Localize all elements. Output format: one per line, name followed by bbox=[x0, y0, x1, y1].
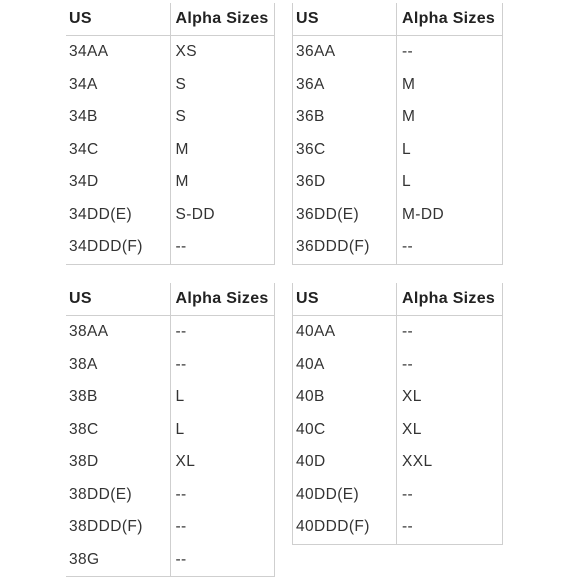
alpha-size-cell: -- bbox=[397, 479, 503, 512]
table-row bbox=[66, 36, 275, 69]
table-row bbox=[293, 134, 503, 167]
table-row bbox=[66, 381, 275, 414]
us-size-cell: 34C bbox=[69, 140, 99, 158]
header-row bbox=[66, 3, 275, 36]
us-size-cell: 40B bbox=[296, 388, 325, 406]
alpha-size-cell: -- bbox=[397, 316, 503, 349]
table-row bbox=[293, 231, 503, 264]
us-size-cell: 34A bbox=[69, 75, 98, 93]
us-size-cell: 36AA bbox=[296, 43, 336, 61]
us-size-cell: 34AA bbox=[69, 43, 109, 61]
us-size-cell: 38DD(E) bbox=[69, 485, 133, 503]
alpha-size-cell: -- bbox=[397, 36, 503, 69]
table-row bbox=[293, 511, 503, 544]
us-size-cell: 40C bbox=[296, 420, 326, 438]
alpha-sizes-column-header: Alpha Sizes bbox=[397, 3, 503, 36]
alpha-size-cell: -- bbox=[170, 511, 275, 544]
table-row bbox=[66, 511, 275, 544]
alpha-size-cell: XL bbox=[397, 414, 503, 447]
us-column-header: US bbox=[293, 3, 397, 36]
us-column-header: US bbox=[293, 283, 397, 316]
us-size-cell: 38B bbox=[69, 388, 98, 406]
table-row bbox=[293, 166, 503, 199]
size-table-40 bbox=[292, 283, 503, 545]
header-row bbox=[293, 283, 503, 316]
alpha-size-cell: -- bbox=[170, 479, 275, 512]
table-row bbox=[66, 446, 275, 479]
us-column-header: US bbox=[66, 283, 170, 316]
us-size-cell: 38G bbox=[69, 550, 100, 568]
table-row bbox=[293, 446, 503, 479]
table-row bbox=[66, 316, 275, 349]
table-row bbox=[66, 231, 275, 264]
us-size-cell: 38A bbox=[69, 355, 98, 373]
us-size-cell: 38AA bbox=[69, 323, 109, 341]
alpha-size-cell: M bbox=[397, 69, 503, 102]
alpha-size-cell: -- bbox=[170, 231, 275, 264]
alpha-size-cell: S-DD bbox=[170, 199, 275, 232]
alpha-size-cell: M-DD bbox=[397, 199, 503, 232]
us-size-cell: 38DDD(F) bbox=[69, 518, 143, 536]
alpha-size-cell: L bbox=[397, 134, 503, 167]
alpha-size-cell: XXL bbox=[397, 446, 503, 479]
alpha-size-cell: -- bbox=[170, 316, 275, 349]
alpha-sizes-column-header: Alpha Sizes bbox=[170, 283, 275, 316]
alpha-size-cell: M bbox=[170, 166, 275, 199]
table-row bbox=[66, 166, 275, 199]
header-row bbox=[66, 283, 275, 316]
us-size-cell: 40D bbox=[296, 453, 326, 471]
table-row bbox=[293, 414, 503, 447]
table-row bbox=[293, 381, 503, 414]
table-row bbox=[293, 199, 503, 232]
alpha-size-cell: L bbox=[170, 381, 275, 414]
alpha-size-cell: M bbox=[170, 134, 275, 167]
us-size-cell: 38C bbox=[69, 420, 99, 438]
us-size-cell: 40DD(E) bbox=[296, 485, 360, 503]
us-size-cell: 34B bbox=[69, 108, 98, 126]
us-size-cell: 36DD(E) bbox=[296, 205, 360, 223]
us-size-cell: 36C bbox=[296, 140, 326, 158]
alpha-size-cell: -- bbox=[397, 349, 503, 382]
table-row bbox=[293, 479, 503, 512]
table-row bbox=[66, 134, 275, 167]
alpha-sizes-column-header: Alpha Sizes bbox=[397, 283, 503, 316]
us-size-cell: 36DDD(F) bbox=[296, 238, 370, 256]
alpha-size-cell: S bbox=[170, 69, 275, 102]
us-size-cell: 36A bbox=[296, 75, 325, 93]
table-row bbox=[66, 101, 275, 134]
table-row bbox=[293, 69, 503, 102]
table-row bbox=[66, 349, 275, 382]
us-size-cell: 34DDD(F) bbox=[69, 238, 143, 256]
alpha-size-cell: -- bbox=[397, 231, 503, 264]
us-size-cell: 38D bbox=[69, 453, 99, 471]
us-size-cell: 40A bbox=[296, 355, 325, 373]
table-row bbox=[293, 36, 503, 69]
alpha-sizes-column-header: Alpha Sizes bbox=[170, 3, 275, 36]
alpha-size-cell: XS bbox=[170, 36, 275, 69]
table-row bbox=[66, 199, 275, 232]
size-table-34 bbox=[66, 3, 275, 265]
us-column-header: US bbox=[66, 3, 170, 36]
table-row bbox=[66, 69, 275, 102]
size-table-38 bbox=[66, 283, 275, 577]
alpha-size-cell: M bbox=[397, 101, 503, 134]
us-size-cell: 40AA bbox=[296, 323, 336, 341]
us-size-cell: 36D bbox=[296, 173, 326, 191]
table-row bbox=[66, 544, 275, 577]
alpha-size-cell: -- bbox=[397, 511, 503, 544]
us-size-cell: 34DD(E) bbox=[69, 205, 133, 223]
size-table-36 bbox=[292, 3, 503, 265]
alpha-size-cell: -- bbox=[170, 349, 275, 382]
table-row bbox=[66, 479, 275, 512]
alpha-size-cell: S bbox=[170, 101, 275, 134]
alpha-size-cell: XL bbox=[397, 381, 503, 414]
table-row bbox=[293, 349, 503, 382]
header-row bbox=[293, 3, 503, 36]
alpha-size-cell: L bbox=[170, 414, 275, 447]
alpha-size-cell: L bbox=[397, 166, 503, 199]
alpha-size-cell: -- bbox=[170, 544, 275, 577]
alpha-size-cell: XL bbox=[170, 446, 275, 479]
us-size-cell: 34D bbox=[69, 173, 99, 191]
table-row bbox=[293, 316, 503, 349]
table-row bbox=[293, 101, 503, 134]
table-row bbox=[66, 414, 275, 447]
us-size-cell: 36B bbox=[296, 108, 325, 126]
us-size-cell: 40DDD(F) bbox=[296, 518, 370, 536]
